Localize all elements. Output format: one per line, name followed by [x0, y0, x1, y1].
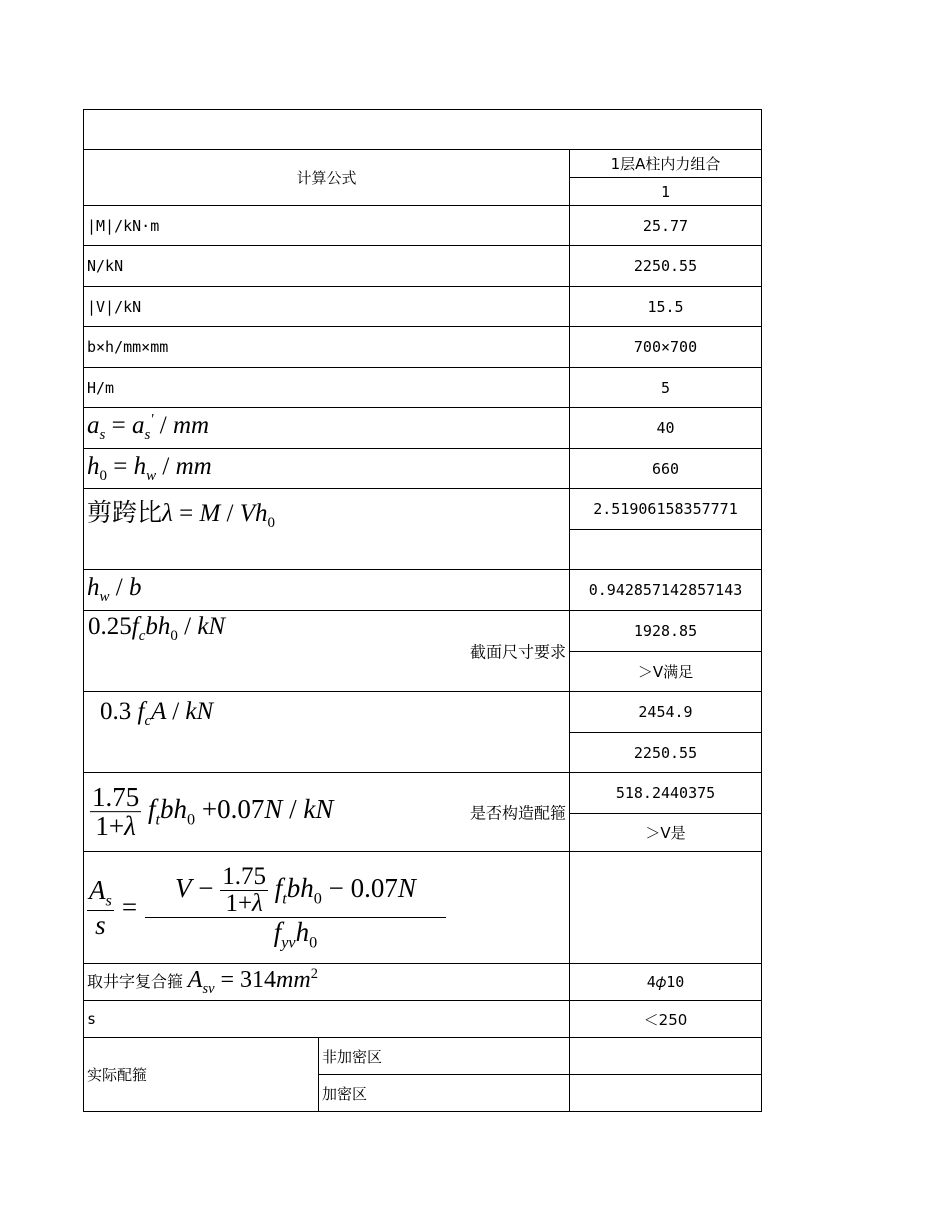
h0-formula[interactable] [84, 449, 570, 489]
stirrup-area-value[interactable] [570, 852, 762, 964]
axial-limit-math: 0.3 $f_cA$ / kN [100, 698, 214, 729]
construct-formula[interactable] [84, 773, 570, 852]
shear-span-value[interactable]: 2.51906158357771 [570, 489, 762, 530]
height-label[interactable]: H/m [84, 368, 570, 408]
construct-math: $\frac{1.75}{1+\lambda}$ $f_tbh_0 +0.07N$ / kN [92, 782, 334, 842]
cover-value[interactable]: 40 [570, 408, 762, 449]
section-check-formula[interactable] [84, 611, 570, 692]
stirrup-area-math: $\frac{A_s}{s}$ = V − $\frac{1.75}{1+\lambda}$ $f_tbh_0 - 0.07N$ $f_{yv}h_0$ [87, 864, 446, 952]
construct-label: 是否构造配箍 [469, 803, 566, 823]
actual-stirrup-label[interactable]: 实际配箍 [84, 1038, 319, 1112]
moment-label[interactable]: |M|/kN·m [84, 206, 570, 246]
section-check-result[interactable]: ＞V满足 [570, 651, 762, 692]
stirrup-area-formula[interactable] [84, 852, 570, 964]
axial-limit-formula[interactable] [84, 692, 570, 773]
stirrup-choice-prefix: 取井字复合箍 [87, 972, 184, 992]
spacing-label[interactable]: s [84, 1001, 570, 1038]
title-row [84, 110, 762, 150]
hw-b-math: $h_w$ / b [87, 574, 142, 605]
moment-value[interactable]: 25.77 [570, 206, 762, 246]
stirrup-choice-value[interactable]: 4𝜙10 [570, 964, 762, 1001]
cover-formula[interactable] [84, 408, 570, 449]
construct-result[interactable]: ＞V是 [570, 813, 762, 852]
calculation-table [83, 109, 762, 1112]
combo-header[interactable]: 1层A柱内力组合 [570, 150, 762, 178]
section-value[interactable]: 700×700 [570, 327, 762, 368]
h0-value[interactable]: 660 [570, 449, 762, 489]
non-dense-zone-value[interactable] [570, 1038, 762, 1075]
section-check-label: 截面尺寸要求 [469, 642, 566, 662]
shear-label[interactable]: |V|/kN [84, 287, 570, 327]
shear-span-prefix: 剪跨比 [87, 498, 163, 527]
stirrup-choice-math: $A_{sv} = 314mm^2$ [187, 966, 318, 997]
non-dense-zone-label[interactable]: 非加密区 [319, 1038, 570, 1075]
section-label[interactable]: b×h/mm×mm [84, 327, 570, 368]
h0-formula-math: $h_0 = h_w$ / mm [87, 452, 212, 484]
section-check-math: $0.25f_cbh_0$ / kN [88, 613, 226, 644]
shear-value[interactable]: 15.5 [570, 287, 762, 327]
shear-span-blank[interactable] [570, 530, 762, 570]
axial-label[interactable]: N/kN [84, 246, 570, 287]
stirrup-choice[interactable] [84, 964, 570, 1001]
construct-value[interactable]: 518.2440375 [570, 773, 762, 814]
height-value[interactable]: 5 [570, 368, 762, 408]
hw-b-formula[interactable] [84, 570, 570, 611]
section-check-value[interactable]: 1928.85 [570, 611, 762, 652]
axial-compare-value[interactable]: 2250.55 [570, 733, 762, 773]
dense-zone-value[interactable] [570, 1075, 762, 1112]
combo-number[interactable]: 1 [570, 178, 762, 206]
hw-b-value[interactable]: 0.942857142857143 [570, 570, 762, 611]
shear-span-formula[interactable] [84, 489, 570, 570]
title-cell[interactable] [84, 110, 762, 150]
spacing-value[interactable]: ＜250 [570, 1001, 762, 1038]
cover-formula-math: $a_s = a_s'$ / mm [87, 411, 210, 444]
dense-zone-label[interactable]: 加密区 [319, 1075, 570, 1112]
axial-value[interactable]: 2250.55 [570, 246, 762, 287]
axial-limit-value[interactable]: 2454.9 [570, 692, 762, 733]
shear-span-math: $\lambda = M / Vh_0$ [162, 500, 276, 531]
formula-header[interactable]: 计算公式 [84, 150, 570, 206]
